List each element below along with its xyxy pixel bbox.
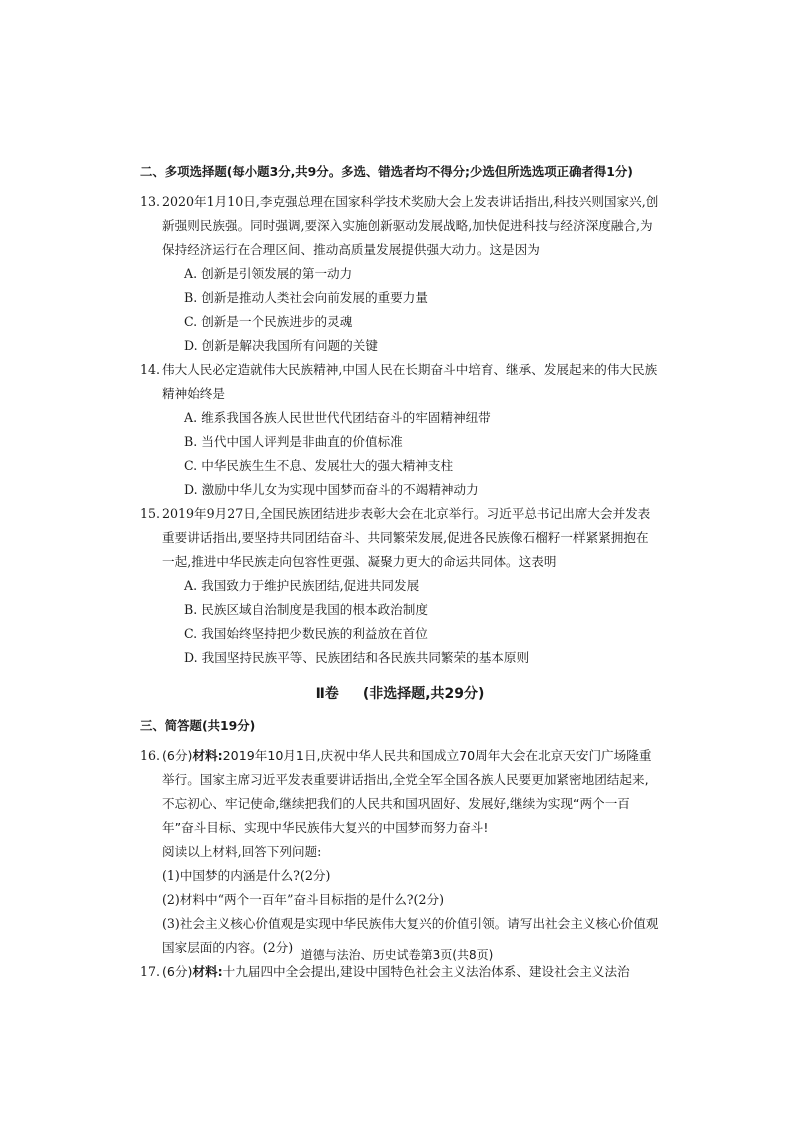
question-points: (6分) bbox=[162, 748, 193, 763]
option-c: C. 我国始终坚持把少数民族的利益放在首位 bbox=[184, 626, 428, 641]
option-d: D. 创新是解决我国所有问题的关键 bbox=[184, 338, 378, 353]
section-3-heading: 三、简答题(共19分) bbox=[140, 718, 256, 733]
option-c: C. 中华民族生生不息、发展壮大的强大精神支柱 bbox=[184, 458, 454, 473]
option-a: A. 我国致力于维护民族团结,促进共同发展 bbox=[184, 578, 420, 593]
material-label: 材料: bbox=[192, 964, 223, 979]
question-material bbox=[162, 744, 660, 840]
option-d: D. 我国坚持民族平等、民族团结和各民族共同繁荣的基本原则 bbox=[184, 650, 530, 665]
option-b: B. 创新是推动人类社会向前发展的重要力量 bbox=[184, 290, 428, 305]
part-2-roman: Ⅱ卷 bbox=[315, 686, 339, 702]
material-label: 材料: bbox=[192, 748, 223, 763]
question-prompt: 阅读以上材料,回答下列问题: bbox=[162, 844, 322, 859]
section-2-heading: 二、多项选择题(每小题3分,共9分。多选、错选者均不得分;少选但所选选项正确者得1分) bbox=[140, 164, 633, 179]
option-b: B. 民族区域自治制度是我国的根本政治制度 bbox=[184, 602, 428, 617]
question-16 bbox=[140, 744, 660, 960]
sub-question-3: (3)社会主义核心价值观是实现中华民族伟大复兴的价值引领。请写出社会主义核心价值观国家层面的内容。(2分) bbox=[162, 916, 659, 955]
material-text: 十九届四中全会提出,建设中国特色社会主义法治体系、建设社会主义法治 bbox=[222, 964, 630, 979]
exam-content bbox=[140, 160, 660, 984]
sub-question-2: (2)材料中“两个一百年”奋斗目标指的是什么?(2分) bbox=[162, 892, 444, 907]
question-number: 13. bbox=[140, 194, 161, 209]
question-number: 15. bbox=[140, 506, 161, 521]
question-number: 14. bbox=[140, 362, 161, 377]
material-text: 2019年10月1日,庆祝中华人民共和国成立70周年大会在北京天安门广场隆重举行。国家主席习近平发表重要讲话指出,全党全军全国各族人民要更加紧密地团结起来,不忘初心、牢记使命,继续把我们的人民共和国巩固好、发展好,继续为实现“两个一百年”奋斗目标、实现中华民族伟大复兴的中国梦而努力奋斗! bbox=[162, 748, 652, 835]
question-17 bbox=[140, 960, 660, 984]
option-a: A. 创新是引领发展的第一动力 bbox=[184, 266, 353, 281]
question-number: 17. bbox=[140, 964, 161, 979]
option-c: C. 创新是一个民族进步的灵魂 bbox=[184, 314, 353, 329]
question-points: (6分) bbox=[162, 964, 193, 979]
question-stem: 2019年9月27日,全国民族团结进步表彰大会在北京举行。习近平总书记出席大会并发表重要讲话指出,要坚持共同团结奋斗、共同繁荣发展,促进各民族像石榴籽一样紧紧拥抱在一起,推进中华民族走向包容性更强、凝聚力更大的命运共同体。这表明 bbox=[162, 506, 651, 569]
option-d: D. 激励中华儿女为实现中国梦而奋斗的不竭精神动力 bbox=[184, 482, 479, 497]
part-2-subtitle: (非选择题,共29分) bbox=[362, 686, 485, 702]
question-material bbox=[162, 960, 660, 984]
question-number: 16. bbox=[140, 748, 161, 763]
question-15 bbox=[140, 502, 660, 670]
page-footer: 道德与法治、历史试卷第3页(共8页) bbox=[300, 948, 494, 962]
question-stem: 2020年1月10日,李克强总理在国家科学技术奖励大会上发表讲话指出,科技兴则国家兴,创新强则民族强。同时强调,要深入实施创新驱动发展战略,加快促进科技与经济深度融合,为保持经济运行在合理区间、推动高质量发展提供强大动力。这是因为 bbox=[162, 194, 659, 257]
question-14 bbox=[140, 358, 660, 502]
question-stem: 伟大人民必定造就伟大民族精神,中国人民在长期奋斗中培育、继承、发展起来的伟大民族精神始终是 bbox=[162, 362, 658, 401]
part-2-title bbox=[140, 682, 660, 706]
option-a: A. 维系我国各族人民世世代代团结奋斗的牢固精神纽带 bbox=[184, 410, 491, 425]
question-13 bbox=[140, 190, 660, 358]
sub-question-1: (1)中国梦的内涵是什么?(2分) bbox=[162, 868, 331, 883]
option-b: B. 当代中国人评判是非曲直的价值标准 bbox=[184, 434, 403, 449]
